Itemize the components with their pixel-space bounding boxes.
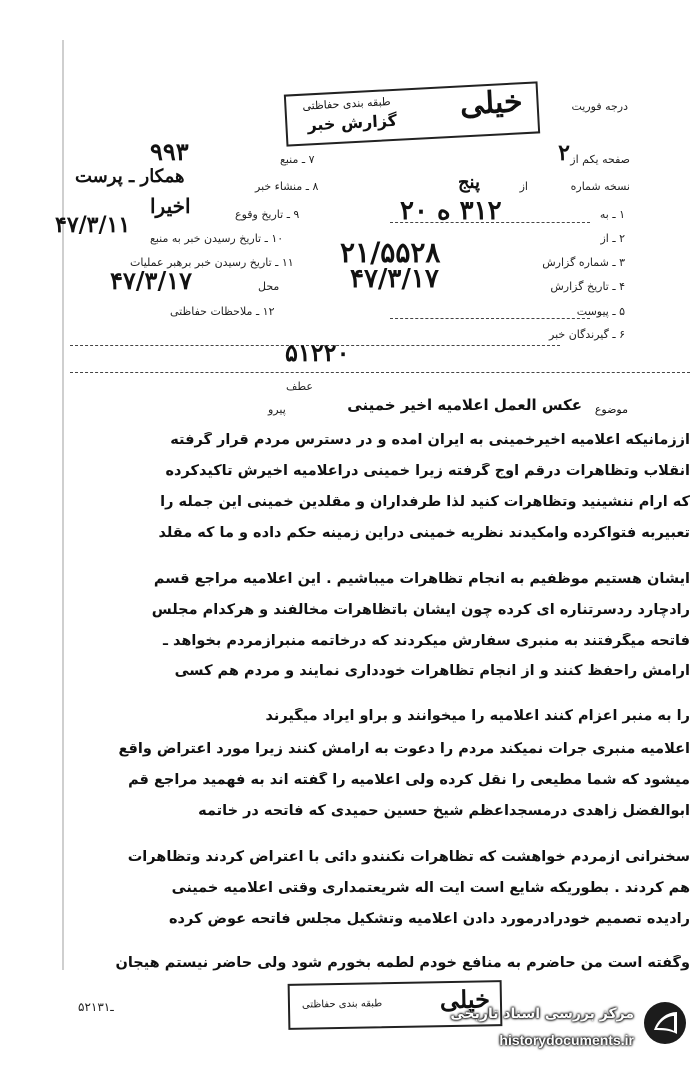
subject-aside-bottom: پیرو (268, 403, 286, 416)
form-code: ۵۲ـ۱۳۱ (78, 1000, 114, 1014)
body-line: هم کردند . بطوریکه شایع است آیت اله شریعتمداری وقتی اعلامیه خمینی (171, 880, 690, 896)
scan-edge-shadow (62, 40, 64, 970)
watermark-url: historydocuments.ir (499, 1032, 634, 1048)
reference-number: ۵۱۲۲۰ (285, 338, 350, 367)
field-origin-value: همکار ـ پرست (75, 166, 185, 187)
body-line: تعبیربه فتواکرده وامکیدند نظریه خمینی دراین زمینه حکم داده و ما که مقلد (158, 525, 690, 541)
field-report-date-value: ۴۷/۳/۱۷ (350, 264, 439, 294)
field-received-date-value: ۴۷/۳/۱۱ (55, 212, 131, 238)
body-line: آرامش راحفظ کنند و از انجام تظاهرات خودداری نمایند و مردم هم کسی (174, 663, 690, 679)
archive-watermark (415, 988, 700, 1068)
body-line: اعلامیه منبری جرات نمیکند مردم را دعوت به آرامش کنند زیرا مورد اعتراض واقع (118, 741, 690, 757)
field-attachment-label: ۵ ـ پیوست (576, 305, 625, 318)
body-line: انقلاب وتظاهرات درقم اوج گرفته زیرا خمینی دراعلامیه اخیرش تاکیدکرده (165, 463, 690, 479)
footer-stamp-classification: طبقه بندی حفاظتی (301, 998, 383, 1011)
body-line: که آرام ننشینید وتظاهرات کنید لذا طرفداران و مقلدین خمینی این جمله را (160, 494, 690, 510)
body-line: ابوالفضل زاهدی درمسجداعظم شیخ حسین حمیدی که فاتحه در خاتمه (198, 803, 690, 819)
archive-logo-icon (642, 1000, 688, 1046)
body-line: اززمانیکه اعلامیه اخیرخمینی به ایران آمده و در دسترس مردم قرار گرفته (170, 432, 690, 448)
field-received-date-label: ۱۰ ـ تاریخ رسیدن خبر به منبع (150, 232, 284, 245)
body-line: را به منبر اعزام کنند اعلامیه را میخوانند و براو ایراد میگیرند (265, 708, 690, 724)
field-report-number-value: ۲۱/۵۵۲۸ (340, 236, 441, 269)
body-line: فاتحه میگرفتند به منبری سفارش میکردند که درخاتمه منبرازمردم بخواهد ـ (162, 633, 690, 649)
copy-of: از (519, 180, 528, 193)
field-to-label: ۱ ـ به (599, 208, 625, 221)
field-place-value: ۴۷/۳/۱۷ (110, 266, 192, 295)
subject-label: موضوع (594, 403, 628, 416)
field-report-date-label: ۴ ـ تاریخ گزارش (550, 280, 625, 293)
subject-aside-top: عطف (286, 380, 313, 393)
priority-label: درجه فوریت (571, 100, 628, 113)
body-line: وگفته است من حاضرم به منافع خودم لطمه بخورم شود ولی حاضر نیستم هیجان (115, 955, 690, 971)
body-line: ایشان هستیم موظفیم به انجام تظاهرات میباشیم . این اعلامیه مراجع قسم (153, 571, 690, 587)
stamp-handwritten: خیلی (459, 84, 524, 123)
field-from-value: ۳۱۲ ه ۲۰ (400, 196, 502, 226)
body-line: رادچارد ردسرتناره ای کرده چون ایشان باتظاهرات مخالفند و هرکدام مجلس (151, 602, 690, 618)
stamp-classification: طبقه بندی حفاظتی (302, 95, 391, 113)
copy-label: نسخه شماره (570, 180, 630, 193)
watermark-text: مرکز بررسی اسناد تاریخی (450, 1006, 634, 1022)
header-separator (70, 372, 690, 373)
field-from-label: ۲ ـ از (600, 232, 625, 245)
field-attachment-line (390, 318, 590, 319)
footer-stamp-handwritten: خیلی (439, 984, 491, 1015)
page-of-label: صفحه یکم از (570, 153, 630, 166)
page-number: ۲ (558, 140, 570, 166)
body-line: میشود که شما مطیعی را نقل کرده ولی اعلامیه را گفته اند به فهمید مراجع قم (128, 772, 690, 788)
field-occur-date-label: ۹ ـ تاریخ وقوع (235, 208, 300, 221)
subject-text: عکس العمل اعلامیه اخیر خمینی (347, 396, 582, 414)
classification-stamp (284, 81, 540, 146)
field-recipients-label: ۶ ـ گیرندگان خبر (549, 328, 625, 341)
field-source-value: ۹۹۳ (150, 137, 189, 166)
stamp-type: گزارش خبر (306, 110, 398, 135)
field-source-label: ۷ ـ منبع (280, 153, 315, 166)
field-place-label: محل (258, 280, 280, 293)
field-security-notes-label: ۱۲ ـ ملاحظات حفاظتی (170, 305, 275, 318)
field-origin-label: ۸ ـ منشاء خبر (255, 180, 319, 193)
field-report-number-label: ۳ ـ شماره گزارش (542, 256, 625, 269)
field-occur-date-value: اخیرا (150, 194, 191, 218)
body-line: سخنرانی ازمردم خواهشت که تظاهرات نکنندو دائی با اعتراض کردند وتظاهرات (127, 849, 690, 865)
body-line: رادیده تصمیم خودرادرمورد دادن اعلامیه وتشکیل مجلس فاتحه عوض کرده (169, 911, 690, 927)
copy-hand: پنج (457, 172, 480, 193)
field-ops-date-label: ۱۱ ـ تاریخ رسیدن خبر برهبر عملیات (130, 256, 294, 269)
